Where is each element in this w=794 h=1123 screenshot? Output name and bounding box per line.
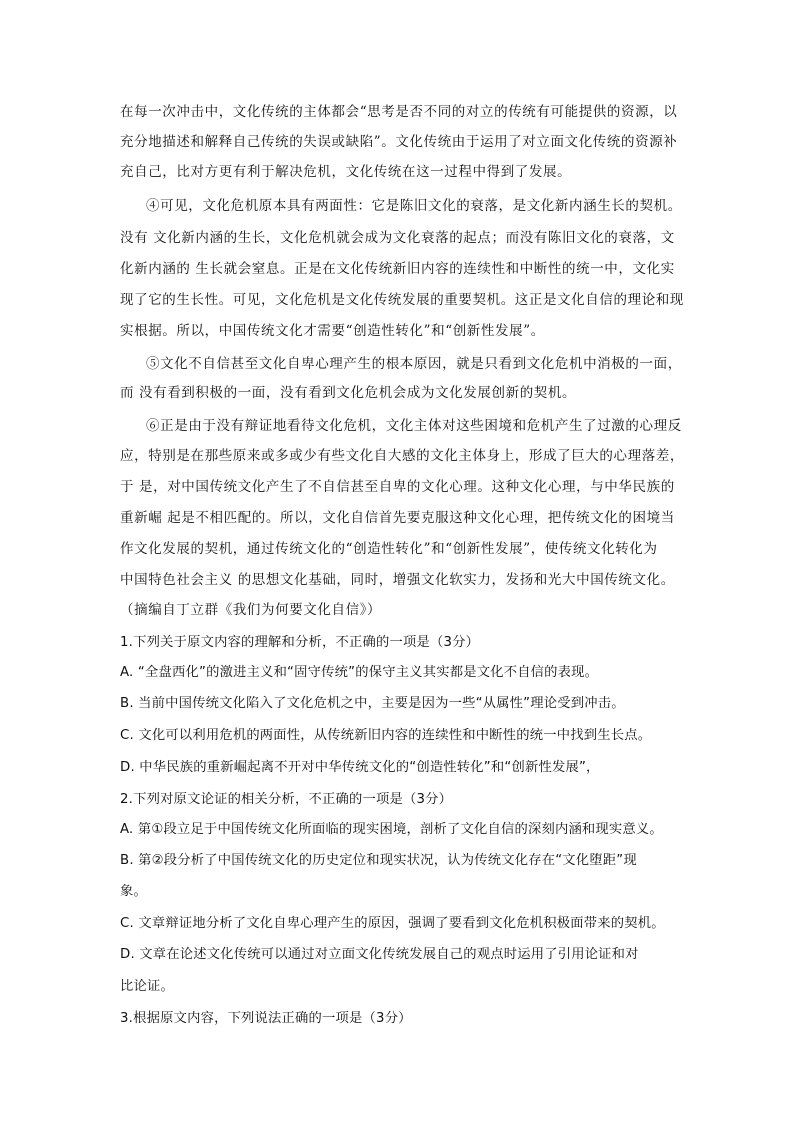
source-citation: （摘编自丁立群《我们为何要文化自信》） xyxy=(120,602,382,618)
paragraph-6-line: 中国特色社会主义 的思想文化基础，同时，增强文化软实力，发扬和光大中国传统文化。 xyxy=(120,572,675,588)
paragraph-6-line: 应，特别是在那些原来或多或少有些文化自大感的文化主体身上，形成了巨大的心理落差， xyxy=(120,448,684,464)
question-2-option-c: C. 文章辩证地分析了文化自卑心理产生的原因，强调了要看到文化危机积极面带来的契机。 xyxy=(120,916,665,931)
question-2-option-d-cont: 比论证。 xyxy=(120,979,174,994)
paragraph-5-line: ⑤文化不自信甚至文化自卑心理产生的根本原因，就是只看到文化危机中消极的一面， xyxy=(146,356,682,372)
question-1-stem: 1.下列关于原文内容的理解和分析，不正确的一项是（3分） xyxy=(120,635,480,650)
question-1-option-a: A. “全盘西化”的激进主义和“固守传统”的保守主义其实都是文化不自信的表现。 xyxy=(120,665,599,680)
question-1-option-d: D. 中华民族的重新崛起离不开对中华传统文化的“创造性转化”和“创新性发展”， xyxy=(120,760,600,775)
passage-line: 在每一次冲击中，文化传统的主体都会“思考是否不同的对立的传统有可能提供的资源，以 xyxy=(120,104,678,120)
question-2-option-b: B. 第②段分析了中国传统文化的历史定位和现实状况，认为传统文化存在“文化堕距”现 xyxy=(120,853,637,868)
question-1-option-b: B. 当前中国传统文化陷入了文化危机之中，主要是因为一些“从属性”理论受到冲击。 xyxy=(120,696,625,711)
paragraph-4-line: 实根据。所以，中国传统文化才需要“创造性转化”和“创新性发展”。 xyxy=(120,323,545,339)
paragraph-4-line: 化新内涵的 生长就会窒息。正是在文化传统新旧内容的连续性和中断性的统一中，文化实 xyxy=(120,261,675,277)
paragraph-5-line: 而 没有看到积极的一面，没有看到文化危机会成为文化发展创新的契机。 xyxy=(120,385,577,401)
passage-line: 充分地描述和解释自己传统的失误或缺陷”。文化传统由于运用了对立面文化传统的资源补 xyxy=(120,134,678,150)
question-3-stem: 3.根据原文内容，下列说法正确的一项是（3分） xyxy=(120,1011,412,1026)
question-2-stem: 2.下列对原文论证的相关分析，不正确的一项是（3分） xyxy=(120,792,453,807)
paragraph-6-line: 重新崛 起是不相匹配的。所以，文化自信首先要克服这种文化心理，把传统文化的困境当 xyxy=(120,510,675,526)
paragraph-6-line: 作文化发展的契机，通过传统文化的“创造性转化”和“创新性发展”，使传统文化转化为 xyxy=(120,541,658,557)
paragraph-6-line: 于 是，对中国传统文化产生了不自信甚至自卑的文化心理。这种文化心理，与中华民族的 xyxy=(120,479,675,495)
paragraph-4-line: 没有 文化新内涵的生长，文化危机就会成为文化衰落的起点；而没有陈旧文化的衰落，文 xyxy=(120,230,675,246)
paragraph-4-line: ④可见，文化危机原本具有两面性：它是陈旧文化的衰落，是文化新内涵生长的契机。 xyxy=(146,198,682,214)
question-2-option-d: D. 文章在论述文化传统可以通过对立面文化传统发展自己的观点时运用了引用论证和对 xyxy=(120,947,639,962)
paragraph-4-line: 现了它的生长性。可见，文化危机是文化传统发展的重要契机。这正是文化自信的理论和现 xyxy=(120,292,684,308)
question-2-option-a: A. 第①段立足于中国传统文化所面临的现实困境，剖析了文化自信的深刻内涵和现实意义。 xyxy=(120,822,663,837)
question-2-option-b-cont: 象。 xyxy=(120,884,147,899)
paragraph-6-line: ⑥正是由于没有辩证地看待文化危机，文化主体对这些困境和危机产生了过激的心理反 xyxy=(146,418,682,434)
question-1-option-c: C. 文化可以利用危机的两面性，从传统新旧内容的连续性和中断性的统一中找到生长点。 xyxy=(120,728,652,743)
passage-line: 充自己，比对方更有利于解决危机，文化传统在这一过程中得到了发展。 xyxy=(120,164,572,180)
